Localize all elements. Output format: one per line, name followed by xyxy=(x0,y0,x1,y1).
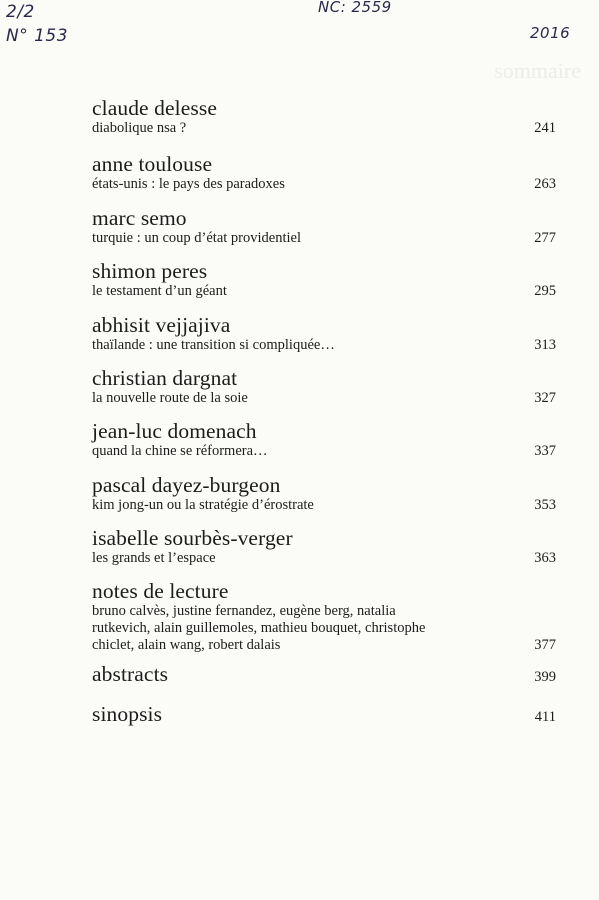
entry-title: la nouvelle route de la soie xyxy=(92,390,248,406)
entry-author: claude delesse xyxy=(92,96,217,120)
toc-entry[interactable] xyxy=(92,419,556,460)
show-through-text: sommaire xyxy=(494,58,581,83)
toc-entry[interactable] xyxy=(92,313,556,354)
toc-entry[interactable] xyxy=(92,473,556,514)
toc-entry[interactable] xyxy=(92,206,556,247)
abstracts-label: abstracts xyxy=(92,662,169,686)
entry-title: diabolique nsa ? xyxy=(92,120,187,136)
toc-entry[interactable] xyxy=(92,366,556,407)
entry-page: 327 xyxy=(534,390,556,406)
handwritten-annotation: 2016 xyxy=(530,24,571,42)
entry-page: 241 xyxy=(534,120,556,136)
entry-title: kim jong-un ou la stratégie d’érostrate xyxy=(92,497,314,513)
toc-entry[interactable] xyxy=(92,526,556,567)
entry-page: 277 xyxy=(534,230,556,246)
entry-title: les grands et l’espace xyxy=(92,550,216,566)
notes-authors-line: bruno calvès, justine fernandez, eugène berg, natalia xyxy=(92,603,396,619)
entry-author: marc semo xyxy=(92,206,187,230)
notes-authors-line: chiclet, alain wang, robert dalais xyxy=(92,637,281,653)
entry-page: 313 xyxy=(534,337,556,353)
entry-page: 263 xyxy=(534,176,556,192)
notes-authors-line: rutkevich, alain guillemoles, mathieu bouquet, christophe xyxy=(92,620,426,636)
entry-author: jean-luc domenach xyxy=(92,419,257,443)
entry-author: anne toulouse xyxy=(92,152,213,176)
entry-page: 399 xyxy=(534,669,556,685)
entry-page: 295 xyxy=(534,283,556,299)
entry-page: 353 xyxy=(534,497,556,513)
toc-entry[interactable] xyxy=(92,152,556,193)
entry-author: shimon peres xyxy=(92,259,208,283)
sinopsis-label: sinopsis xyxy=(92,702,163,726)
toc-entry-abstracts[interactable] xyxy=(92,662,556,686)
toc-entry-notes[interactable] xyxy=(92,579,556,654)
entry-page: 337 xyxy=(534,443,556,459)
entry-page: 411 xyxy=(534,709,556,725)
toc-entry[interactable] xyxy=(92,96,556,137)
handwritten-annotation: N° 153 xyxy=(6,26,69,46)
entry-title: le testament d’un géant xyxy=(92,283,227,299)
notes-heading: notes de lecture xyxy=(92,579,229,603)
toc-entry[interactable] xyxy=(92,259,556,300)
entry-author: isabelle sourbès-verger xyxy=(92,526,293,550)
entry-page: 363 xyxy=(534,550,556,566)
entry-title: états-unis : le pays des paradoxes xyxy=(92,176,285,192)
entry-author: christian dargnat xyxy=(92,366,238,390)
entry-title: quand la chine se réformera… xyxy=(92,443,268,459)
entry-page: 377 xyxy=(534,637,556,653)
handwritten-annotation: NC: 2559 xyxy=(318,0,392,16)
entry-title: turquie : un coup d’état providentiel xyxy=(92,230,301,246)
toc-entry-sinopsis[interactable] xyxy=(92,702,556,726)
entry-author: abhisit vejjajiva xyxy=(92,313,231,337)
handwritten-annotation: 2/2 xyxy=(6,2,35,22)
entry-author: pascal dayez-burgeon xyxy=(92,473,281,497)
entry-title: thaïlande : une transition si compliquée… xyxy=(92,337,335,353)
